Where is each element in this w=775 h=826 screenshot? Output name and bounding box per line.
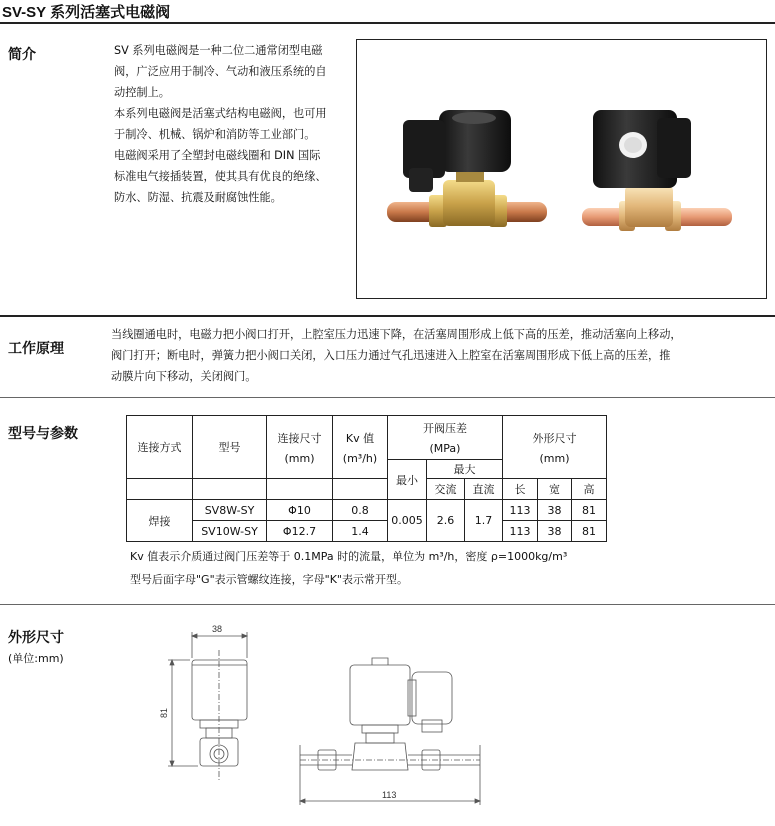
length-dimension-label: 113 (382, 790, 397, 800)
dimensions-unit: (单位:mm) (8, 652, 64, 665)
table-row (127, 500, 607, 521)
title-divider (0, 22, 775, 24)
header-kv-unit: (m³/h) (342, 451, 378, 465)
header-kv-label: Kv 值 (345, 431, 375, 445)
intro-line: 标准电气接插装置，使其具有优良的绝缘、 (114, 170, 327, 183)
cell-connection: 焊接 (127, 500, 193, 542)
cell-kv: 1.4 (333, 521, 388, 542)
principle-heading: 工作原理 (8, 341, 64, 357)
intro-text (114, 40, 354, 208)
dimension-drawing (150, 620, 530, 820)
header-length: 长 (503, 479, 538, 500)
cell-width: 38 (538, 521, 572, 542)
header-kv (333, 416, 388, 479)
principle-line: 动膜片向下移动，关闭阀门。 (111, 370, 257, 383)
cell-height: 81 (572, 521, 607, 542)
header-dc: 直流 (465, 479, 503, 500)
section-divider (0, 315, 775, 317)
header-width: 宽 (538, 479, 572, 500)
intro-line: SV 系列电磁阀是一种二位二通常闭型电磁 (114, 44, 323, 57)
header-height: 高 (572, 479, 607, 500)
header-ac: 交流 (427, 479, 465, 500)
cell-kv: 0.8 (333, 500, 388, 521)
cell-min-pressure: 0.005 (388, 500, 427, 542)
header-dims-unit: (mm) (539, 451, 570, 465)
cell-length: 113 (503, 521, 538, 542)
cell-width: 38 (538, 500, 572, 521)
cell-model: SV10W-SY (193, 521, 267, 542)
intro-line: 阀，广泛应用于制冷、气动和液压系统的自 (114, 65, 327, 78)
spec-table (126, 415, 607, 542)
cell-height: 81 (572, 500, 607, 521)
intro-line: 于制冷、机械、锅炉和消防等工业部门。 (114, 128, 316, 141)
note-suffix: 型号后面字母"G"表示管螺纹连接，字母"K"表示常开型。 (130, 573, 408, 586)
spec-heading: 型号与参数 (8, 426, 78, 442)
cell-model: SV8W-SY (193, 500, 267, 521)
header-pressure-label: 开阀压差 (423, 422, 467, 435)
product-photo (356, 39, 767, 299)
header-min: 最小 (388, 460, 427, 500)
table-row (127, 521, 607, 542)
header-pressure-unit: (MPa) (429, 442, 461, 455)
header-max: 最大 (427, 460, 503, 479)
header-model: 型号 (193, 416, 267, 479)
intro-heading: 简介 (8, 47, 36, 63)
header-size-unit: (mm) (284, 451, 315, 465)
cell-size: Φ12.7 (267, 521, 333, 542)
header-pressure (388, 416, 503, 460)
section-divider (0, 397, 775, 398)
valve-photo-left (387, 110, 547, 227)
intro-line: 本系列电磁阀是活塞式结构电磁阀，也可用 (114, 107, 327, 120)
principle-line: 当线圈通电时，电磁力把小阀口打开，上腔室压力迅速下降，在活塞周围形成上低下高的压差，推动活塞向上移动， (111, 328, 682, 341)
header-size (267, 416, 333, 479)
valve-photo-right (582, 110, 732, 231)
section-divider (0, 604, 775, 605)
cell-max-ac: 2.6 (427, 500, 465, 542)
intro-line: 防水、防湿、抗震及耐腐蚀性能。 (114, 191, 282, 204)
height-dimension-label: 81 (159, 707, 169, 718)
header-dims (503, 416, 607, 479)
page-title: SV-SY 系列活塞式电磁阀 (2, 4, 171, 21)
width-dimension-label: 38 (212, 624, 223, 634)
intro-line: 电磁阀采用了全塑封电磁线圈和 DIN 国际 (114, 149, 321, 162)
header-connection: 连接方式 (127, 416, 193, 479)
header-size-label: 连接尺寸 (277, 431, 322, 445)
dimensions-heading: 外形尺寸 (8, 630, 64, 646)
principle-line: 阀门打开；断电时，弹簧力把小阀口关闭，入口压力通过气孔迅速进入上腔室在活塞周围形成下低上高的压差，推 (111, 349, 671, 362)
principle-text (111, 324, 771, 387)
intro-line: 动控制上。 (114, 86, 170, 99)
cell-length: 113 (503, 500, 538, 521)
cell-size: Φ10 (267, 500, 333, 521)
cell-max-dc: 1.7 (465, 500, 503, 542)
header-dims-label: 外形尺寸 (532, 431, 577, 445)
note-kv: Kv 值表示介质通过阀门压差等于 0.1MPa 时的流量，单位为 m³/h，密度 ρ=1000kg/m³ (130, 550, 568, 563)
